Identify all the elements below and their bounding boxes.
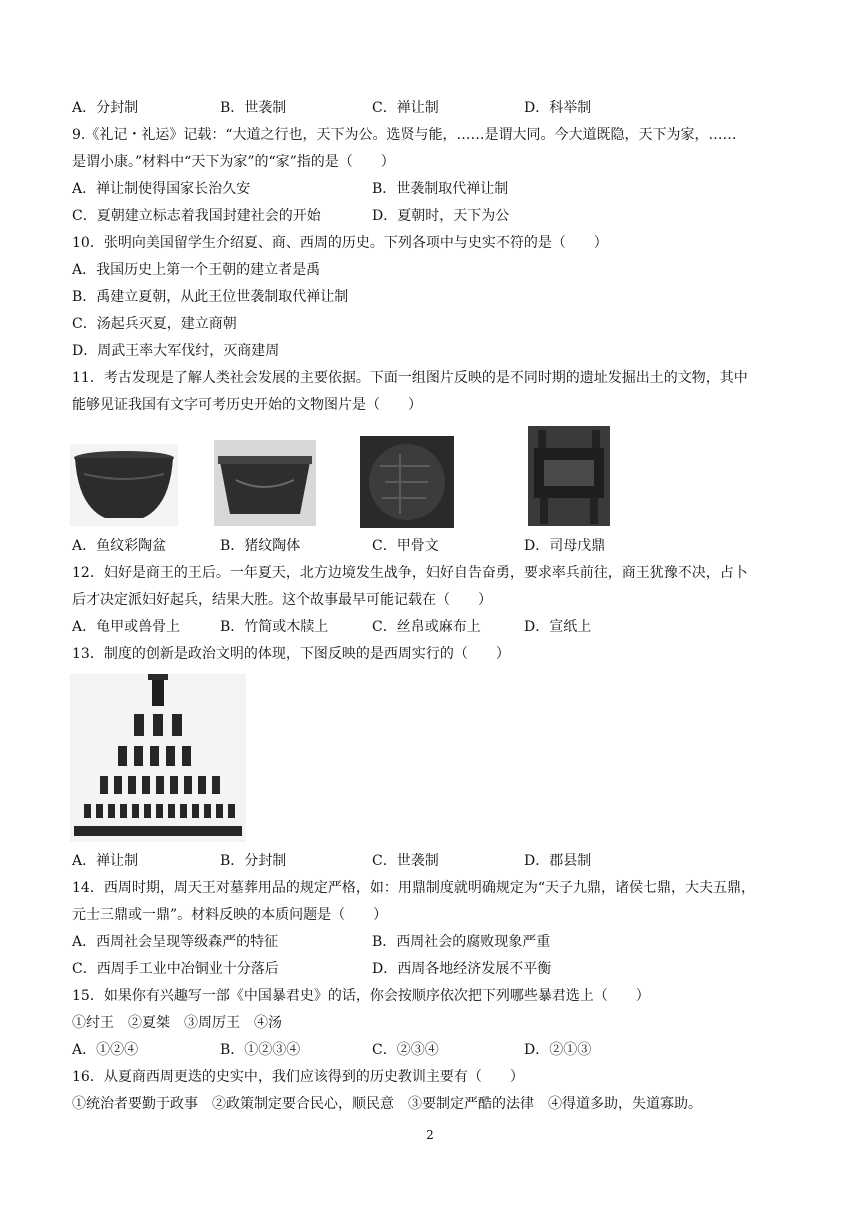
q14-stem-line2: 元士三鼎或一鼎”。材料反映的本质问题是（ ） bbox=[72, 907, 388, 923]
q14-option-b: B．西周社会的腐败现象严重 bbox=[372, 934, 551, 950]
q10-option-b: B．禹建立夏朝，从此王位世袭制取代禅让制 bbox=[72, 289, 349, 305]
q10-stem: 10．张明向美国留学生介绍夏、商、西周的历史。下列各项中与史实不符的是（ ） bbox=[72, 235, 608, 251]
q15-option-d: D．②①③ bbox=[524, 1042, 592, 1058]
q16-stem: 16．从夏商西周更迭的史实中，我们应该得到的历史教训主要有（ ） bbox=[72, 1069, 524, 1085]
q11-option-b: B．猪纹陶体 bbox=[220, 538, 301, 554]
q12-option-a: A．龟甲或兽骨上 bbox=[72, 619, 181, 635]
q13-option-d: D．郡县制 bbox=[524, 853, 592, 869]
q12-stem-line1: 12．妇好是商王的王后。一年夏天，北方边境发生战争，妇好自告奋勇，要求率兵前往，商王犹豫不决，占卜 bbox=[72, 565, 748, 581]
q8-option-b: B．世袭制 bbox=[220, 100, 287, 116]
page-number: 2 bbox=[426, 1128, 434, 1142]
q9-option-c: C．夏朝建立标志着我国封建社会的开始 bbox=[72, 208, 321, 224]
q12-stem-line2: 后才决定派妇好起兵，结果大胜。这个故事最早可能记载在（ ） bbox=[72, 592, 492, 608]
q13-option-a: A．禅让制 bbox=[72, 853, 139, 869]
q16-items: ①统治者要勤于政事 ②政策制定要合民心，顺民意 ③要制定严酷的法律 ④得道多助，失道寡助。 bbox=[72, 1096, 702, 1112]
q8-option-d: D．科举制 bbox=[524, 100, 592, 116]
q15-items: ①纣王 ②夏桀 ③周厉王 ④汤 bbox=[72, 1015, 282, 1031]
q8-option-c: C．禅让制 bbox=[372, 100, 439, 116]
q14-option-a: A．西周社会呈现等级森严的特征 bbox=[72, 934, 279, 950]
q15-option-a: A．①②④ bbox=[72, 1042, 139, 1058]
q11-option-c: C．甲骨文 bbox=[372, 538, 439, 554]
q15-option-b: B．①②③④ bbox=[220, 1042, 301, 1058]
q15-option-c: C．②③④ bbox=[372, 1042, 439, 1058]
q14-option-d: D．西周各地经济发展不平衡 bbox=[372, 961, 552, 977]
simuwu-ding-image bbox=[528, 426, 610, 526]
oracle-bone-inscription-image bbox=[360, 436, 454, 528]
q9-option-a: A．禅让制使得国家长治久安 bbox=[72, 181, 251, 197]
q11-option-a: A．鱼纹彩陶盆 bbox=[72, 538, 167, 554]
q9-stem-line1: 9.《礼记・礼运》记载：“大道之行也，天下为公。选贤与能，……是谓大同。今大道既隐，天下为家，…… bbox=[72, 127, 737, 143]
q15-stem: 15．如果你有兴趣写一部《中国暴君史》的话，你会按顺序依次把下列哪些暴君选上（ ） bbox=[72, 988, 650, 1004]
q11-stem-line1: 11．考古发现是了解人类社会发展的主要依据。下面一组图片反映的是不同时期的遗址发掘出土的文物，其中 bbox=[72, 370, 748, 386]
q14-stem-line1: 14．西周时期，周天王对墓葬用品的规定严格，如：用鼎制度就明确规定为“天子九鼎，诸侯七鼎，大夫五鼎， bbox=[72, 880, 755, 896]
q11-stem-line2: 能够见证我国有文字可考历史开始的文物图片是（ ） bbox=[72, 397, 422, 413]
q13-option-b: B．分封制 bbox=[220, 853, 287, 869]
pig-pattern-pottery-image bbox=[214, 440, 316, 526]
q8-option-a: A．分封制 bbox=[72, 100, 139, 116]
q12-option-c: C．丝帛或麻布上 bbox=[372, 619, 481, 635]
q10-option-c: C．汤起兵灭夏，建立商朝 bbox=[72, 316, 237, 332]
q12-option-d: D．宣纸上 bbox=[524, 619, 592, 635]
q10-option-d: D．周武王率大军伐纣，灭商建周 bbox=[72, 343, 280, 359]
q9-stem-line2: 是谓小康。”材料中“天下为家”的“家”指的是（ ） bbox=[72, 154, 395, 170]
q11-option-d: D．司母戊鼎 bbox=[524, 538, 606, 554]
q13-stem: 13．制度的创新是政治文明的体现，下图反映的是西周实行的（ ） bbox=[72, 646, 510, 662]
q9-option-d: D．夏朝时，天下为公 bbox=[372, 208, 510, 224]
q9-option-b: B．世袭制取代禅让制 bbox=[372, 181, 509, 197]
q14-option-c: C．西周手工业中冶铜业十分落后 bbox=[72, 961, 279, 977]
q10-option-a: A．我国历史上第一个王朝的建立者是禹 bbox=[72, 262, 321, 278]
q13-option-c: C．世袭制 bbox=[372, 853, 439, 869]
fish-pattern-pottery-basin-image bbox=[70, 444, 178, 526]
q12-option-b: B．竹简或木牍上 bbox=[220, 619, 329, 635]
feudal-hierarchy-pyramid-image bbox=[70, 674, 246, 842]
